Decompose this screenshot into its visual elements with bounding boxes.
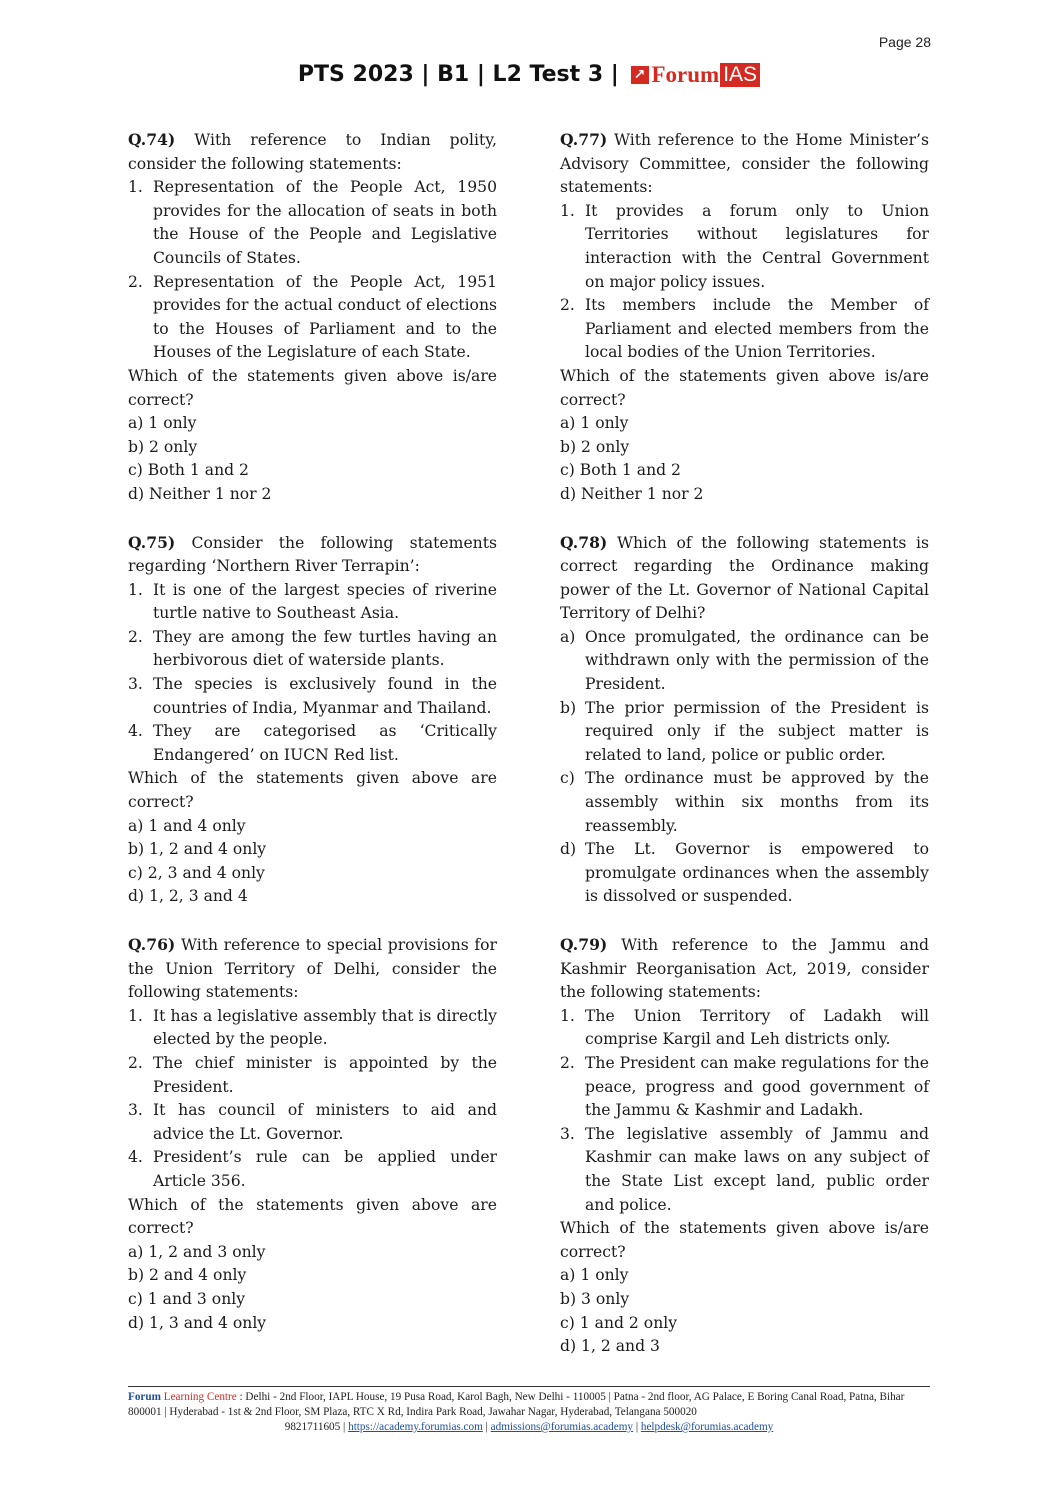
statement-marker: 1. [560, 1006, 575, 1025]
logo-forum-text: Forum [651, 62, 720, 87]
option-d: d) 1, 2, 3 and 4 [128, 887, 248, 906]
option-a: a) 1 only [560, 1266, 629, 1285]
statement-text: They are categorised as ‘Critically Endangered’ on IUCN Red list. [153, 722, 497, 764]
statement-text: Its members include the Member of Parliament and elected members from the local bodies of the Union Territories. [585, 296, 929, 362]
question-stem [560, 933, 929, 1005]
option-text: Once promulgated, the ordinance can be withdrawn only with the permission of the President. [585, 627, 929, 694]
statement-marker: 2. [128, 272, 143, 291]
question-number: Q.77) [560, 130, 608, 149]
question-77 [560, 128, 929, 507]
statement-marker: 1. [128, 580, 143, 599]
question-prompt: Which of the statements given above are correct? [128, 1195, 497, 1238]
question-79 [560, 933, 929, 1359]
statement-item [128, 1146, 497, 1193]
question-number: Q.75) [128, 532, 176, 552]
option-d [560, 838, 929, 909]
option-d: d) 1, 3 and 4 only [128, 1313, 267, 1332]
option-text: The Lt. Governor is empowered to promulgate ordinances when the assembly is dissolved or suspended. [585, 840, 929, 906]
statement-marker: 2. [128, 627, 143, 646]
option-d: d) Neither 1 nor 2 [128, 484, 272, 503]
option-c: c) Both 1 and 2 [560, 461, 681, 480]
question-stem [560, 128, 929, 200]
option-b: b) 1, 2 and 4 only [128, 840, 267, 859]
option-a: a) 1 and 4 only [128, 816, 246, 835]
statement-text: Representation of the People Act, 1951 provides for the actual conduct of elections to the Houses of Parliament and to the Houses of the Legislature of each State. [153, 272, 497, 362]
option-c [560, 767, 929, 838]
option-c: c) 1 and 2 only [560, 1313, 678, 1332]
statement-item [128, 1052, 497, 1099]
question-74 [128, 128, 497, 507]
option-b: b) 2 only [128, 437, 198, 456]
statement-marker: 2. [560, 1053, 575, 1072]
option-d: d) 1, 2 and 3 [560, 1337, 660, 1356]
arrow-icon: ↗ [631, 66, 649, 84]
option-marker: a) [560, 627, 576, 646]
statement-item [560, 294, 929, 365]
admissions-email-link[interactable]: admissions@forumias.academy [490, 1421, 634, 1433]
footer-address-text: : Delhi - 2nd Floor, IAPL House, 19 Pusa Road, Karol Bagh, New Delhi - 110005 | Patna - 2nd floor, AG Palace, E Boring Canal Road, Patna, Bihar 800001 | Hyderabad - 1st & 2nd Floor, SM Plaza, RTC X Rd, Indira Park Road, Jawahar Nagar, Hyderabad, Telangana 500020 [128, 1391, 905, 1418]
statement-item [128, 1005, 497, 1052]
question-text: With reference to the Home Minister’s Advisory Committee, consider the following statements: [560, 131, 929, 197]
option-marker: d) [560, 840, 577, 859]
question-prompt: Which of the statements given above is/are correct? [560, 1219, 929, 1261]
question-prompt: Which of the statements given above is/are correct? [560, 366, 929, 409]
statement-marker: 1. [128, 178, 143, 197]
question-number: Q.74) [128, 130, 176, 149]
question-number: Q.76) [128, 935, 176, 954]
statement-marker: 2. [128, 1053, 143, 1072]
option-c: c) Both 1 and 2 [128, 461, 249, 480]
option-b: b) 2 only [560, 437, 630, 456]
question-prompt: Which of the statements given above are correct? [128, 769, 497, 812]
question-stem [560, 531, 929, 626]
option-b: b) 2 and 4 only [128, 1266, 247, 1285]
statement-item [560, 200, 929, 294]
statement-marker: 1. [560, 201, 575, 220]
statement-text: It has council of ministers to aid and advice the Lt. Governor. [153, 1101, 497, 1143]
statement-text: The Union Territory of Ladakh will comprise Kargil and Leh districts only. [585, 1006, 929, 1049]
statement-text: It has a legislative assembly that is directly elected by the people. [153, 1006, 497, 1049]
footer-brand-rest: Learning Centre [163, 1391, 237, 1403]
question-stem [128, 933, 497, 1005]
statement-text: They are among the few turtles having an herbivorous diet of waterside plants. [153, 627, 497, 670]
option-marker: b) [560, 698, 577, 717]
question-stem [128, 128, 497, 176]
statement-item [128, 720, 497, 767]
left-column [128, 128, 497, 1359]
statement-text: The President can make regulations for the peace, progress and good government of the Jammu & Kashmir and Ladakh. [585, 1053, 929, 1120]
forumias-logo [631, 62, 761, 88]
statement-marker: 3. [560, 1124, 575, 1143]
question-75 [128, 531, 497, 910]
statement-text: It provides a forum only to Union Territories without legislatures for interaction with the Central Government on major policy issues. [585, 201, 929, 291]
question-text: Which of the following statements is correct regarding the Ordinance making power of the Lt. Governor of National Capital Territory of Delhi? [560, 533, 929, 623]
question-number: Q.78) [560, 532, 608, 552]
footer-address [128, 1390, 930, 1420]
website-link[interactable]: https://academy.forumias.com [348, 1421, 483, 1433]
statement-text: Representation of the People Act, 1950 provides for the allocation of seats in both the House of the People and Legislative Councils of States. [153, 178, 497, 267]
question-number: Q.79) [560, 935, 608, 954]
option-a [560, 626, 929, 697]
statement-item [560, 1052, 929, 1123]
question-text: With reference to special provisions for the Union Territory of Delhi, consider the following statements: [128, 936, 497, 1002]
footer-brand-forum: Forum [128, 1391, 161, 1403]
question-prompt: Which of the statements given above is/are correct? [128, 366, 497, 409]
statement-item [128, 579, 497, 626]
page-header [0, 62, 1058, 88]
statement-marker: 3. [128, 1101, 143, 1120]
statement-text: The chief minister is appointed by the President. [153, 1053, 497, 1096]
logo-ias-text: IAS [720, 63, 760, 87]
statement-item [128, 673, 497, 720]
statement-text: The legislative assembly of Jammu and Kashmir can make laws on any subject of the State List except land, public order and police. [585, 1124, 929, 1214]
statement-item [560, 1005, 929, 1052]
option-b [560, 697, 929, 768]
statement-marker: 4. [128, 722, 143, 741]
right-column [560, 128, 929, 1383]
option-d: d) Neither 1 nor 2 [560, 484, 704, 503]
statement-text: President’s rule can be applied under Article 356. [153, 1148, 497, 1190]
statement-item [128, 626, 497, 673]
statement-marker: 2. [560, 296, 575, 315]
statement-marker: 3. [128, 675, 143, 694]
header-title: PTS 2023 | B1 | L2 Test 3 | [297, 62, 619, 87]
page-footer [128, 1386, 930, 1435]
option-a: a) 1, 2 and 3 only [128, 1242, 266, 1261]
question-text: Consider the following statements regarding ‘Northern River Terrapin’: [128, 533, 497, 576]
statement-text: It is one of the largest species of riverine turtle native to Southeast Asia. [153, 580, 497, 623]
question-78 [560, 531, 929, 910]
option-text: The ordinance must be approved by the assembly within six months from its reassembly. [585, 769, 929, 835]
statement-marker: 1. [128, 1006, 143, 1025]
statement-item [128, 1099, 497, 1146]
statement-text: The species is exclusively found in the countries of India, Myanmar and Thailand. [153, 675, 497, 717]
option-text: The prior permission of the President is required only if the subject matter is related to land, police or public order. [585, 698, 929, 764]
question-text: With reference to Indian polity, consider the following statements: [128, 131, 497, 173]
option-a: a) 1 only [560, 414, 629, 433]
question-76 [128, 933, 497, 1335]
question-text: With reference to the Jammu and Kashmir Reorganisation Act, 2019, consider the following statements: [560, 936, 929, 1002]
helpdesk-email-link[interactable]: helpdesk@forumias.academy [640, 1421, 774, 1433]
footer-phone: 9821711605 [284, 1421, 341, 1433]
question-stem [128, 531, 497, 579]
option-marker: c) [560, 769, 575, 788]
page-number: Page 28 [878, 34, 931, 50]
statement-item [128, 176, 497, 270]
statement-marker: 4. [128, 1148, 143, 1167]
footer-contacts: 9821711605 | https://academy.forumias.com | admissions@forumias.academy | helpdesk@forumias.academy [284, 1421, 774, 1433]
statement-item [560, 1123, 929, 1217]
option-b: b) 3 only [560, 1289, 630, 1308]
option-a: a) 1 only [128, 414, 197, 433]
statement-item [128, 271, 497, 365]
option-c: c) 2, 3 and 4 only [128, 863, 265, 882]
option-c: c) 1 and 3 only [128, 1289, 246, 1308]
